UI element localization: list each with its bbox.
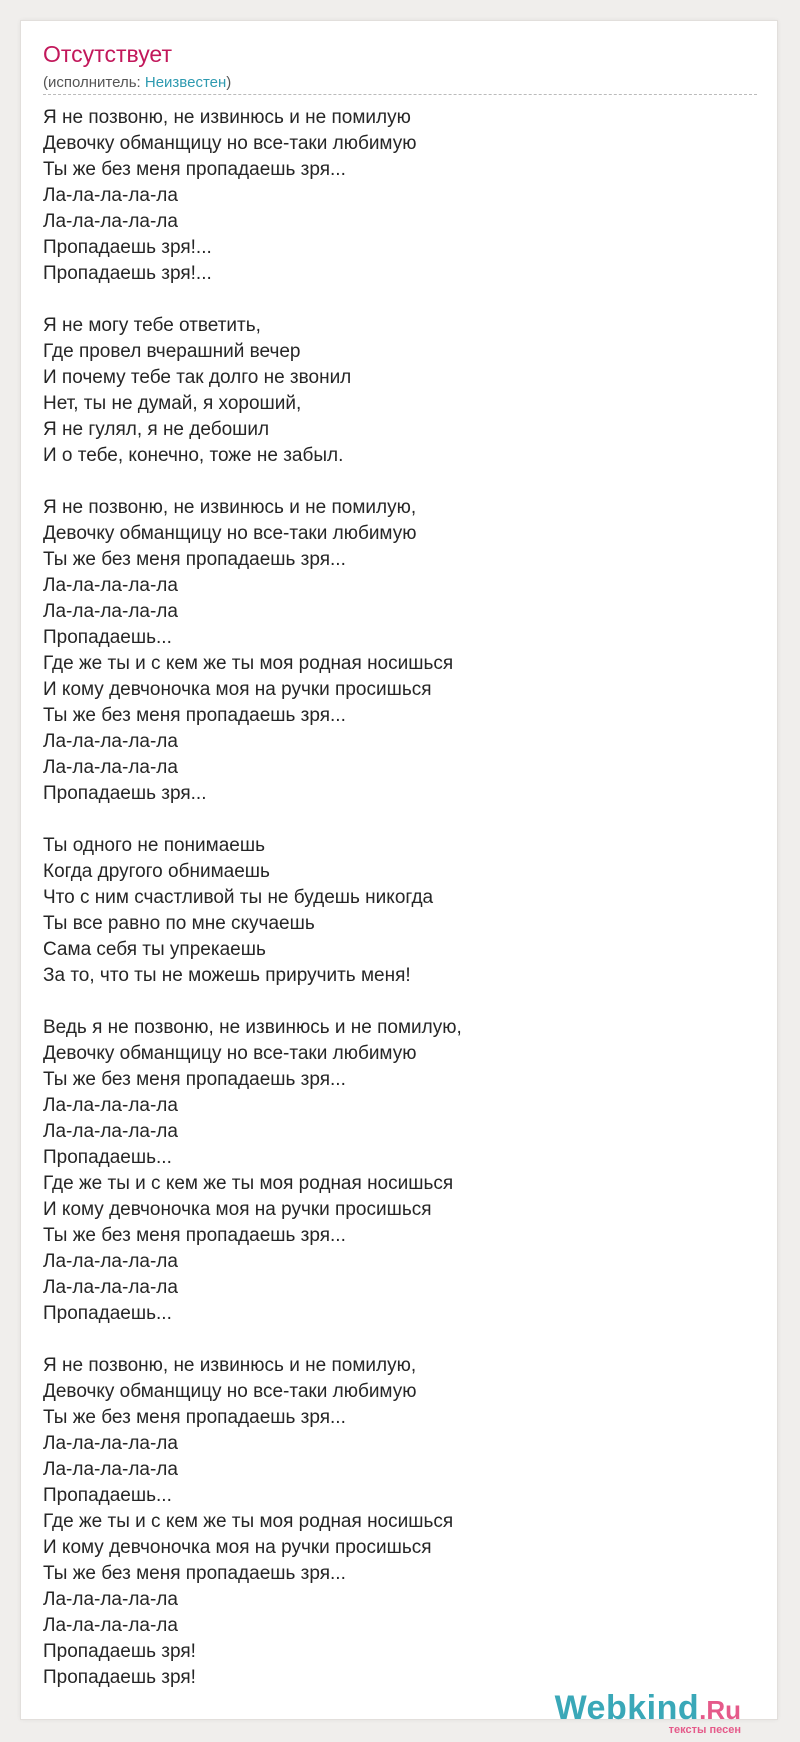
stanza [43, 313, 743, 469]
lyric-line: За то, что ты не можешь приручить меня! [43, 965, 411, 986]
lyric-line: Девочку обманщицу но все-таки любимую [43, 523, 417, 544]
site-logo[interactable] [555, 1691, 741, 1736]
lyric-line: Ты же без меня пропадаешь зря... [43, 705, 346, 726]
artist-link[interactable]: Неизвестен [144, 74, 227, 91]
stanza [43, 1353, 743, 1691]
lyric-line: Пропадаешь... [43, 1303, 172, 1324]
song-title: Отсутствует [43, 41, 172, 67]
divider [43, 94, 757, 95]
lyric-line: Где же ты и с кем же ты моя родная носишься [43, 1511, 454, 1532]
lyric-line: Ла-ла-ла-ла-ла [43, 211, 178, 232]
lyric-line: Я не гулял, я не дебошил [43, 419, 270, 440]
lyric-line: Ла-ла-ла-ла-ла [43, 1095, 178, 1116]
lyric-line: Ты же без меня пропадаешь зря... [43, 549, 346, 570]
lyric-line: Где же ты и с кем же ты моя родная носишься [43, 1173, 454, 1194]
lyrics-text [43, 105, 743, 1717]
lyric-line: Ла-ла-ла-ла-ла [43, 575, 178, 596]
lyric-line: Сама себя ты упрекаешь [43, 939, 266, 960]
lyric-line: Ты же без меня пропадаешь зря... [43, 1563, 346, 1584]
lyric-line: Пропадаешь зря!... [43, 263, 212, 284]
stanza [43, 1015, 743, 1327]
lyric-line: Ла-ла-ла-ла-ла [43, 1459, 178, 1480]
lyric-line: Пропадаешь... [43, 1485, 172, 1506]
lyric-line: Пропадаешь зря! [43, 1667, 196, 1688]
lyric-line: Ведь я не позвоню, не извинюсь и не помилую, [43, 1017, 462, 1038]
lyric-line: Нет, ты не думай, я хороший, [43, 393, 302, 414]
lyric-line: Ла-ла-ла-ла-ла [43, 1615, 178, 1636]
lyrics-card [20, 20, 778, 1736]
lyric-line: Девочку обманщицу но все-таки любимую [43, 1381, 417, 1402]
lyric-line: Ла-ла-ла-ла-ла [43, 1589, 178, 1610]
logo-wordmark: Webkind [554, 1689, 700, 1727]
lyric-line: Девочку обманщицу но все-таки любимую [43, 1043, 417, 1064]
lyric-line: Ла-ла-ла-ла-ла [43, 1121, 178, 1142]
artist-line [43, 74, 231, 91]
lyric-line: Ты все равно по мне скучаешь [43, 913, 315, 934]
lyric-line: Пропадаешь зря... [43, 783, 207, 804]
lyric-line: Пропадаешь... [43, 1147, 172, 1168]
lyric-line: Ла-ла-ла-ла-ла [43, 757, 178, 778]
artist-suffix: ) [226, 74, 232, 91]
lyric-line: И почему тебе так долго не звонил [43, 367, 352, 388]
lyric-line: И кому девчоночка моя на ручки просишься [43, 1199, 432, 1220]
lyric-line: Ла-ла-ла-ла-ла [43, 1251, 178, 1272]
stanza [43, 105, 743, 287]
lyric-line: Пропадаешь зря!... [43, 237, 212, 258]
lyric-line: Когда другого обнимаешь [43, 861, 270, 882]
logo-tld: .Ru [699, 1695, 741, 1725]
lyric-line: Ты одного не понимаешь [43, 835, 265, 856]
stanza [43, 833, 743, 989]
lyric-line: Я не могу тебе ответить, [43, 315, 261, 336]
lyric-line: Ты же без меня пропадаешь зря... [43, 1407, 346, 1428]
lyric-line: Ты же без меня пропадаешь зря... [43, 159, 346, 180]
artist-prefix: (исполнитель: [43, 74, 145, 91]
lyric-line: И кому девчоночка моя на ручки просишься [43, 679, 432, 700]
lyric-line: Я не позвоню, не извинюсь и не помилую, [43, 1355, 417, 1376]
lyric-line: И о тебе, конечно, тоже не забыл. [43, 445, 344, 466]
lyric-line: Ла-ла-ла-ла-ла [43, 731, 178, 752]
lyric-line: Я не позвоню, не извинюсь и не помилую [43, 107, 411, 128]
lyric-line: Ты же без меня пропадаешь зря... [43, 1225, 346, 1246]
logo-subtitle: тексты песен [668, 1724, 741, 1736]
lyric-line: Что с ним счастливой ты не будешь никогда [43, 887, 434, 908]
lyric-line: Где провел вчерашний вечер [43, 341, 301, 362]
lyric-line: Ла-ла-ла-ла-ла [43, 601, 178, 622]
lyric-line: Я не позвоню, не извинюсь и не помилую, [43, 497, 417, 518]
lyric-line: Пропадаешь зря! [43, 1641, 196, 1662]
lyric-line: Ла-ла-ла-ла-ла [43, 185, 178, 206]
lyric-line: Ла-ла-ла-ла-ла [43, 1277, 178, 1298]
lyric-line: Ты же без меня пропадаешь зря... [43, 1069, 346, 1090]
lyric-line: Пропадаешь... [43, 627, 172, 648]
lyric-line: Ла-ла-ла-ла-ла [43, 1433, 178, 1454]
lyric-line: Где же ты и с кем же ты моя родная носишься [43, 653, 454, 674]
stanza [43, 495, 743, 807]
lyric-line: И кому девчоночка моя на ручки просишься [43, 1537, 432, 1558]
lyric-line: Девочку обманщицу но все-таки любимую [43, 133, 417, 154]
